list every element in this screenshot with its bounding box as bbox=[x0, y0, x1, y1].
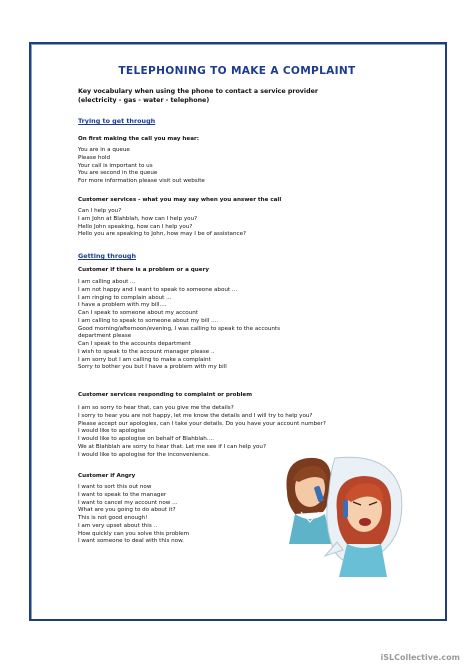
list-item: How quickly can you solve this problem bbox=[78, 530, 190, 537]
list-item: I sorry to hear you are not happy, let me know the details and I will try to help you? bbox=[78, 412, 313, 419]
list-item: I would like to apologise on behalf of Blahblah.... bbox=[78, 436, 214, 442]
subheading-answer-call: Customer services - what you may say when you answer the call bbox=[78, 197, 282, 203]
list-item: We at Blahblah are sorry to hear that. Let me see if I can help you? bbox=[78, 443, 266, 450]
list-item: Please accept our apologies, can I take your details. Do you have your account number? bbox=[78, 420, 326, 427]
list-item: I am very upset about this .. bbox=[78, 522, 158, 529]
subheading-customer-angry: Customer if Angry bbox=[78, 473, 136, 479]
list-item: I am not happy and I want to speak to someone about ... bbox=[78, 286, 238, 293]
list-item: You are in a queue bbox=[78, 147, 130, 153]
list-customer-problem bbox=[78, 279, 280, 372]
list-item: This is not good enough! bbox=[78, 515, 148, 521]
list-item: Good morning/afternoon/evening, I was calling to speak to the accounts bbox=[78, 325, 281, 332]
subheading-first-call: On first making the call you may hear: bbox=[78, 136, 199, 142]
list-item: I want to cancel my account now ... bbox=[78, 499, 178, 506]
list-first-call bbox=[78, 147, 205, 186]
footer-watermark: iSLCollective.com bbox=[380, 653, 460, 662]
list-item: I am calling to speak to someone about my bill .... bbox=[78, 317, 219, 324]
subheading-services-response: Customer services responding to complaint or problem bbox=[78, 392, 253, 398]
intro-line: (electricity - gas - water - telephone) bbox=[78, 96, 210, 104]
section-heading-getting-through: Getting through bbox=[78, 252, 137, 260]
list-item: I want to speak to the manager bbox=[78, 491, 167, 498]
list-item: I am calling about ... bbox=[78, 279, 136, 285]
section-heading-trying: Trying to get through bbox=[78, 117, 156, 125]
list-item: I wish to speak to the account manager please .. bbox=[78, 348, 215, 355]
page-title: TELEPHONING TO MAKE A COMPLAINT bbox=[118, 65, 356, 77]
list-item: I would like to apologise for the inconvenience. bbox=[78, 451, 210, 458]
list-item: Your call is important to us bbox=[78, 162, 153, 169]
intro-text bbox=[78, 88, 408, 105]
list-item: I am ringing to complain about ... bbox=[78, 294, 172, 301]
list-answer-call bbox=[78, 208, 246, 239]
list-item: Hello you are speaking to John, how may I be of assistance? bbox=[78, 231, 246, 238]
list-item: I would like to apologise bbox=[78, 428, 146, 435]
list-item: What are you going to do about it? bbox=[78, 507, 176, 514]
list-item: I have a problem with my bill.... bbox=[78, 302, 167, 309]
list-item: Can I help you? bbox=[78, 208, 122, 214]
list-item: Sorry to bother you but I have a problem with my bill bbox=[78, 364, 227, 371]
list-item: I want to sort this out now bbox=[78, 484, 152, 490]
list-item: For more information please visit out website bbox=[78, 178, 205, 184]
list-item: You are second in the queue bbox=[78, 170, 158, 177]
list-item: I want someone to deal with this now. bbox=[78, 538, 184, 545]
list-item: I am John at Blahblah, how can I help you? bbox=[78, 215, 198, 222]
list-item: I am sorry but I am calling to make a complaint bbox=[78, 356, 211, 363]
list-item: Hello John speaking, how can I help you? bbox=[78, 223, 193, 230]
list-item: Please hold bbox=[78, 154, 111, 161]
intro-line: Key vocabulary when using the phone to contact a service provider bbox=[78, 88, 318, 95]
list-item: Can I speak to someone about my account bbox=[78, 310, 198, 316]
calling-woman-figure bbox=[286, 458, 331, 544]
list-item: department please bbox=[78, 333, 132, 340]
list-item: Can I speak to the accounts department bbox=[78, 341, 191, 347]
angry-woman-figure bbox=[337, 476, 392, 577]
list-item: I am so sorry to hear that, can you give me the details? bbox=[78, 405, 234, 411]
complaint-illustration bbox=[273, 452, 406, 577]
subheading-customer-problem: Customer if there is a problem or a query bbox=[78, 267, 209, 273]
list-customer-angry bbox=[78, 484, 189, 546]
